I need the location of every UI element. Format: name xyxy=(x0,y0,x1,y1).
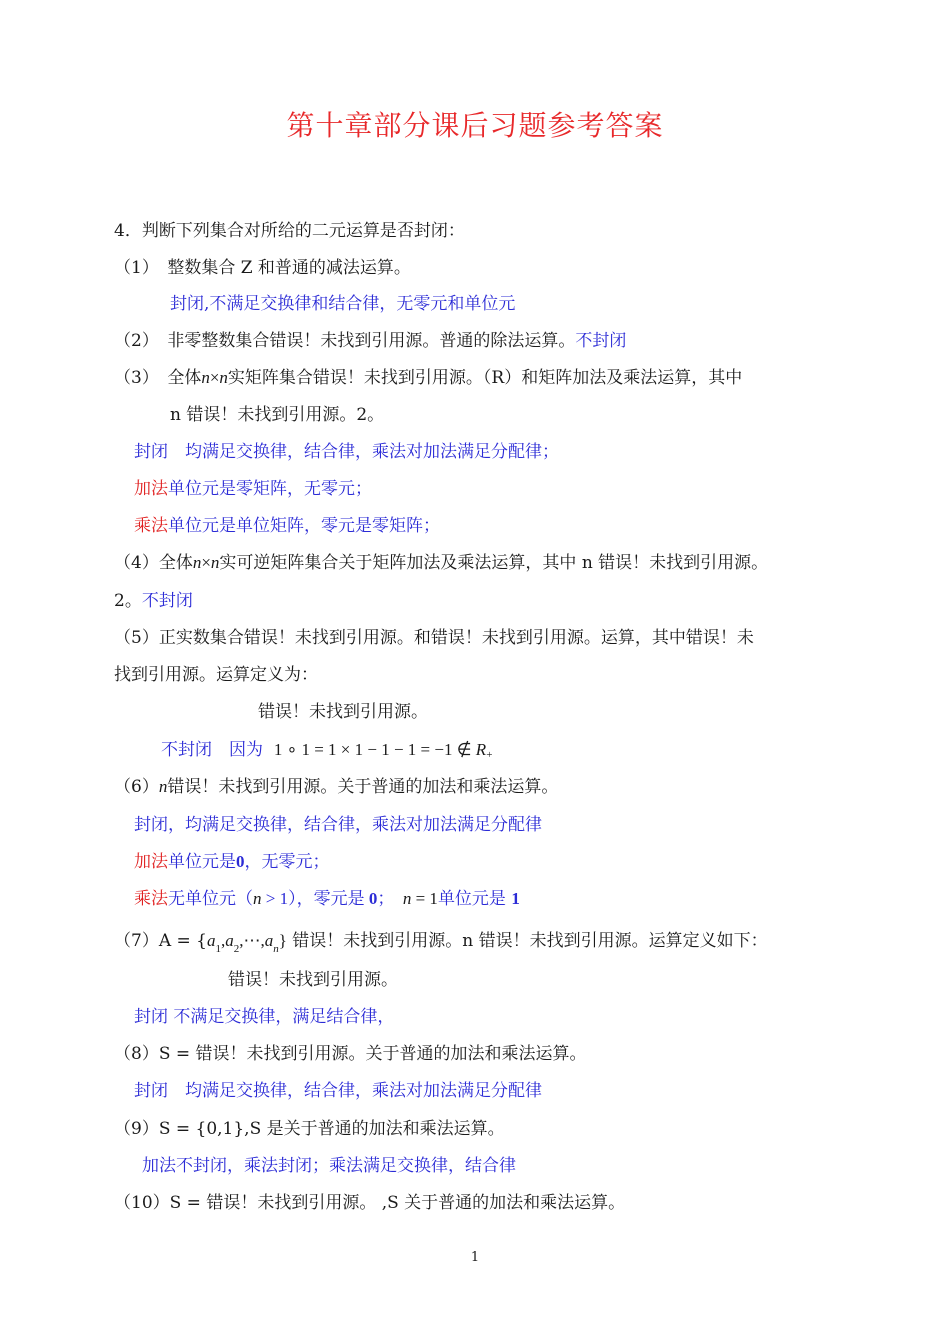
math-n: n xyxy=(219,368,228,387)
item-4-statement xyxy=(114,551,768,575)
math-subscript-1: 1 xyxy=(215,943,221,955)
item-5-definition: 错误！未找到引用源。 xyxy=(258,702,428,722)
addition-note-b: ，无零元； xyxy=(244,852,330,872)
math-gt-one: > 1），零元是 xyxy=(261,889,369,908)
item-4-continuation xyxy=(114,589,193,613)
item-8-answer: 封闭 均满足交换律，结合律，乘法对加法满足分配律 xyxy=(134,1081,542,1101)
item-3-continuation: n 错误！未找到引用源。2。 xyxy=(170,405,385,425)
item-7-text: 错误！未找到引用源。n 错误！未找到引用源。运算定义如下： xyxy=(292,931,768,951)
item-5-answer-text: 不封闭 因为 xyxy=(161,740,263,760)
item-6-statement xyxy=(114,775,558,799)
addition-label: 加法 xyxy=(134,852,168,872)
math-n: n xyxy=(210,553,220,572)
math-plus-subscript: + xyxy=(486,749,493,761)
math-a: a xyxy=(206,931,216,950)
math-n: n xyxy=(253,889,262,908)
page-title: 第十章部分课后习题参考答案 xyxy=(286,109,664,142)
item-9-answer: 加法不封闭，乘法封闭；乘法满足交换律，结合律 xyxy=(142,1156,516,1176)
item-5-counterexample: 1 ∘ 1 = 1 × 1 − 1 − 1 = −1 ∉ xyxy=(273,740,476,759)
math-R: R xyxy=(475,740,487,759)
item-5-answer xyxy=(161,738,492,767)
math-n: n xyxy=(192,553,202,572)
item-5-statement: （5）正实数集合错误！未找到引用源。和错误！未找到引用源。运算，其中错误！未 xyxy=(114,628,754,648)
item-2-answer: 不封闭 xyxy=(575,331,627,351)
question-4-heading: 4．判断下列集合对所给的二元运算是否封闭： xyxy=(114,221,465,241)
addition-note-a: 单位元是 xyxy=(168,852,236,872)
item-1-statement: （1） 整数集合 Z 和普通的减法运算。 xyxy=(114,258,411,278)
math-eq-one: = 1 xyxy=(411,889,438,908)
item-6-multiplication-note xyxy=(134,887,520,911)
math-comma: , xyxy=(220,931,226,950)
item-7-answer: 封闭 不满足交换律，满足结合律， xyxy=(134,1007,395,1027)
item-4-text-a: （4）全体 xyxy=(114,553,193,573)
item-3-multiplication-note xyxy=(134,514,440,538)
math-n: n xyxy=(402,889,412,908)
item-4-answer: 不封闭 xyxy=(141,591,193,611)
item-5-continuation: 找到引用源。运算定义为： xyxy=(114,665,318,685)
zero-element: 0 xyxy=(368,889,378,908)
math-subscript-n: n xyxy=(273,943,279,955)
math-n: n xyxy=(201,368,210,387)
item-3-text-b: 实矩阵集合错误！未找到引用源。（R）和矩阵加法及乘法运算，其中 xyxy=(227,368,743,388)
item-3-addition-note xyxy=(134,477,372,501)
page-number: 1 xyxy=(470,1250,480,1265)
multiplication-label: 乘法 xyxy=(134,889,168,909)
item-3-answer: 封闭 均满足交换律，结合律，乘法对加法满足分配律； xyxy=(134,442,559,462)
math-subscript-2: 2 xyxy=(233,943,240,955)
math-a: a xyxy=(225,931,234,950)
item-6-addition-note xyxy=(134,850,330,874)
multiplication-label: 乘法 xyxy=(134,516,168,536)
item-2-statement xyxy=(114,329,626,353)
addition-identity-zero: 0 xyxy=(236,852,245,871)
math-times: × xyxy=(201,553,211,572)
item-4-text-b: 实可逆矩阵集合关于矩阵加法及乘法运算，其中 n 错误！未找到引用源。 xyxy=(219,553,769,573)
addition-note: 单位元是零矩阵，无零元； xyxy=(168,479,372,499)
item-8-statement: （8）S = 错误！未找到引用源。关于普通的加法和乘法运算。 xyxy=(114,1044,587,1064)
addition-label: 加法 xyxy=(134,479,168,499)
item-6-text: 错误！未找到引用源。关于普通的加法和乘法运算。 xyxy=(167,777,559,797)
item-1-answer: 封闭,不满足交换律和结合律，无零元和单位元 xyxy=(170,294,516,314)
item-4-tail: 2。 xyxy=(114,591,142,611)
item-3-text-a: （3） 全体 xyxy=(114,368,202,388)
math-times: × xyxy=(209,368,220,387)
identity-note: 单位元是 xyxy=(437,889,512,909)
item-7-definition: 错误！未找到引用源。 xyxy=(228,970,398,990)
item-6-answer: 封闭，均满足交换律，结合律，乘法对加法满足分配律 xyxy=(134,815,542,835)
item-6-label: （6） xyxy=(114,777,159,797)
math-close-brace: } xyxy=(278,931,287,950)
identity-one: 1 xyxy=(511,889,520,908)
item-7-statement xyxy=(114,929,768,961)
math-ellipsis: ,⋯, xyxy=(239,931,265,950)
item-3-statement xyxy=(114,366,742,390)
item-7-label: （7）A = { xyxy=(114,931,207,951)
math-a: a xyxy=(264,931,274,950)
multiplication-note-a: 无单位元（ xyxy=(168,889,253,909)
item-9-statement: （9）S = {0,1},S 是关于普通的加法和乘法运算。 xyxy=(114,1119,505,1139)
separator: ； xyxy=(377,889,403,909)
math-n: n xyxy=(158,777,168,796)
multiplication-note: 单位元是单位矩阵，零元是零矩阵； xyxy=(168,516,440,536)
item-10-statement: （10）S = 错误！未找到引用源。 ,S 关于普通的加法和乘法运算。 xyxy=(114,1193,626,1213)
item-2-text: （2） 非零整数集合错误！未找到引用源。普通的除法运算。 xyxy=(114,331,576,351)
